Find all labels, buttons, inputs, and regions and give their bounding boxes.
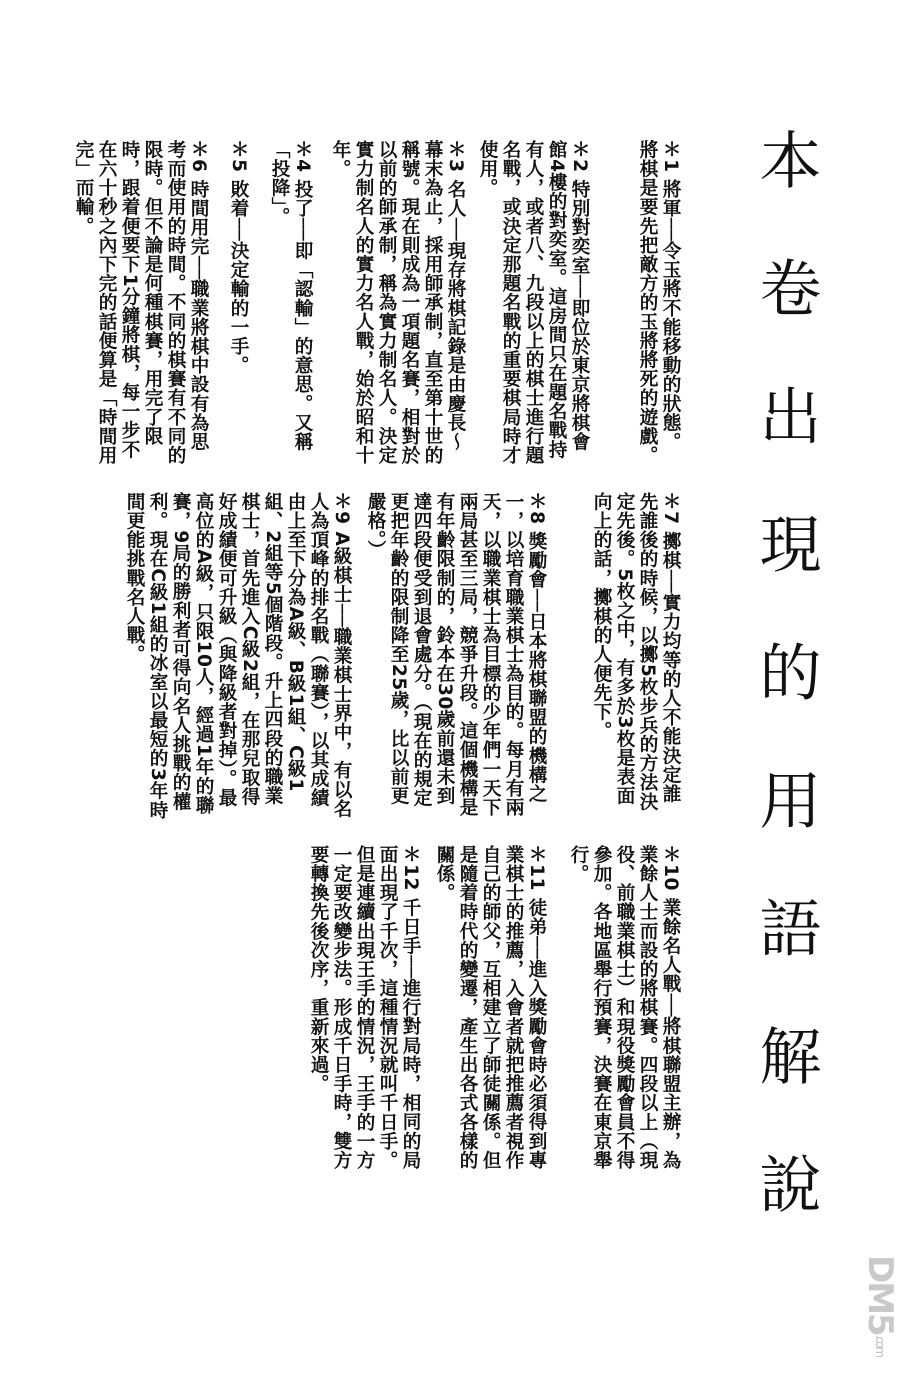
glossary-entry-8: ＊8 獎勵會──日本將棋聯盟的機構之一，以培育職業棋士為目的。每月有兩天，以職業棋士為目標的少年們一天下兩局甚至三局，競爭升段。這個機構是有年齡限制的，鈴本在30歲前還未到達四段便受到退會處分。（現在的規定更把年齡的限制降至25歲，比以前更嚴格。） <box>365 492 547 817</box>
glossary-entry-7: ＊7 擲棋──實力均等的人不能決定誰先誰後的時候，以擲5枚步兵的方法決定先後。5枚之中，有多於3枚是表面向上的話，擲棋的人便先下。 <box>591 492 681 812</box>
glossary-entry-2: ＊2 特別對奕室──即位於東京將棋會館4樓的對奕室。這房間只在題名戰持有人，或者八、九段以上的棋士進行題名戰，或決定那題名戰的重要棋局時才使用。 <box>477 140 590 465</box>
site-watermark-logo <box>860 1255 900 1375</box>
page-title: 本卷出現的用語解說 <box>749 128 822 1280</box>
watermark-domain: .com <box>873 1334 887 1357</box>
glossary-entry-5: ＊5 敗着──決定輸的一手。 <box>228 140 249 375</box>
glossary-entry-10: ＊10 業餘名人戰──將棋聯盟主辦，為業餘人士而設的將棋賽。四段以上（現役、前職業棋士）和現役獎勵會員不得參加。各地區舉行預賽，決賽在東京舉行。 <box>568 845 681 1170</box>
glossary-entry-9: ＊9 A級棋士──職業棋士界中，有以名人為頂峰的排名戰（聯賽），以其成績由上至下分為A級、B級1組、C級1組、2組等5個階段。升上四段的職業棋士，首先進入C級2組，在那兒取得好成績便可升級（與降級者對掉）。最高位的A級，只限10人，經過1年的聯賽，9局的勝利者可得向名人挑戰的權利。現在C級1組的冰室以最短的3年時間更能挑戰名人戰。 <box>124 492 352 820</box>
glossary-entry-11: ＊11 徒弟──進入獎勵會時必須得到專業棋士的推薦，入會者就把推薦者視作自己的師父，互相建立了師徒關係。但是隨着時代的變遷，產生出各式各樣的關係。 <box>434 845 547 1170</box>
glossary-entry-4: ＊4 投了──即「認輸」的意思。又稱「投降」。 <box>269 140 313 452</box>
glossary-entry-12: ＊12 千日手──進行對局時，相同的局面出現了千次，這種情況就叫千日手。但是連續出現王手的情況，王手的一方一定要改變步法。形成千日手時，雙方要轉換先後次序，重新來過。 <box>308 845 421 1170</box>
watermark-logo-text: DM5 <box>860 1255 900 1335</box>
glossary-entry-3: ＊3 名人──現存將棋記錄是由慶長～幕末為止，採用師承制，直至第十世的稱號。現在則成為一項題名賽，相對於以前的師承制，稱為實力制名人。決定實力制名人的實力名人戰，始於昭和十年。 <box>330 140 466 465</box>
glossary-entry-1: ＊1 將軍──令玉將不能移動的狀態。將棋是要先把敵方的玉將將死的遊戲。 <box>637 140 681 465</box>
glossary-entry-6: ＊6 時間用完──職業將棋中設有為思考而使用的時間。不同的棋賽有不同的限時。但不論是何種棋賽，用完了限時，跟着便要下1分鐘將棋，每一步不在六十秒之內下完的話便算是「時間用完」而輸。 <box>73 140 209 465</box>
